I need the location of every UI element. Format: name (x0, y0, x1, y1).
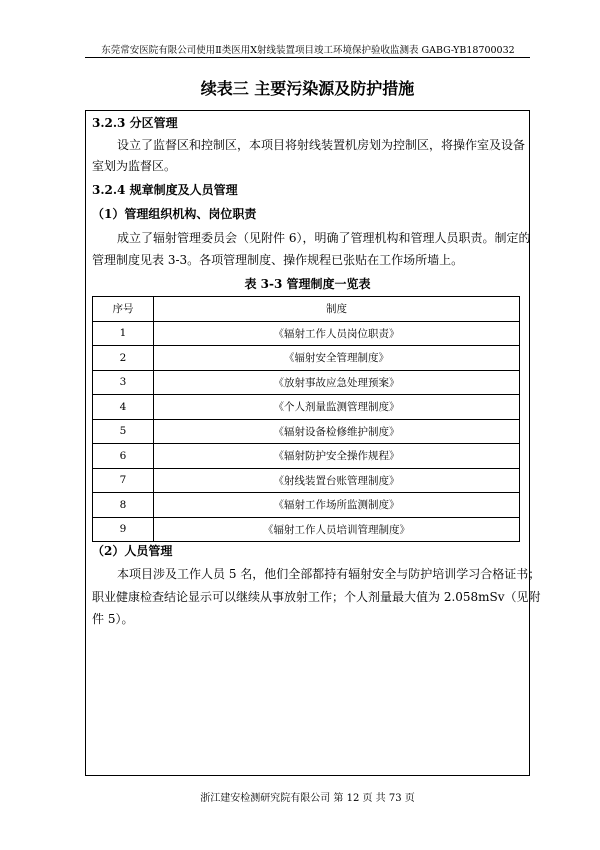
column-header-regulation: 制度 (154, 297, 520, 322)
subsection-1-heading: （1）管理组织机构、岗位职责 (92, 207, 257, 221)
regulation-name: 《辐射工作场所监测制度》 (154, 493, 520, 518)
regulation-name: 《辐射工作人员岗位职责》 (154, 321, 520, 346)
header-rule (85, 57, 530, 58)
subsection-2-heading: （2）人员管理 (92, 544, 173, 558)
regulation-name: 《辐射工作人员培训管理制度》 (154, 517, 520, 542)
table-row (93, 468, 520, 493)
row-number: 7 (93, 468, 154, 493)
row-number: 2 (93, 346, 154, 371)
section-3-2-3-heading: 3.2.3 分区管理 (92, 116, 178, 130)
section-3-2-4-heading: 3.2.4 规章制度及人员管理 (92, 183, 238, 197)
subsection-2-text-line-2: 职业健康检查结论显示可以继续从事放射工作；个人剂量最大值为 2.058mSv（见附 (92, 590, 541, 604)
subsection-2-text-line-1: 本项目涉及工作人员 5 名，他们全部都持有辐射安全与防护培训学习合格证书； (117, 567, 541, 581)
column-header-number: 序号 (93, 297, 154, 322)
regulation-name: 《放射事故应急处理预案》 (154, 370, 520, 395)
table-row (93, 370, 520, 395)
regulation-name: 《个人剂量监测管理制度》 (154, 395, 520, 420)
table-row (93, 493, 520, 518)
page-footer: 浙江建安检测研究院有限公司 第 12 页 共 73 页 (200, 793, 415, 804)
section-3-2-3-text-line-2: 室划为监督区。 (92, 159, 177, 173)
page-title: 续表三 主要污染源及防护措施 (200, 79, 415, 98)
subsection-1-text-line-2: 管理制度见表 3-3。各项管理制度、操作规程已张贴在工作场所墙上。 (92, 253, 464, 267)
row-number: 3 (93, 370, 154, 395)
subsection-1-text-line-1: 成立了辐射管理委员会（见附件 6），明确了管理机构和管理人员职责。制定的 (117, 231, 531, 245)
subsection-2-text-line-3: 件 5）。 (92, 612, 134, 626)
table-row (93, 444, 520, 469)
regulation-name: 《辐射设备检修维护制度》 (154, 419, 520, 444)
document-header: 东莞常安医院有限公司使用Ⅱ类医用X射线装置项目竣工环境保护验收监测表 GABG-YB18700032 (101, 45, 515, 56)
table-row (93, 517, 520, 542)
table-header-row (93, 297, 520, 322)
regulation-name: 《辐射安全管理制度》 (154, 346, 520, 371)
row-number: 1 (93, 321, 154, 346)
table-caption: 表 3-3 管理制度一览表 (244, 277, 371, 291)
table-row (93, 419, 520, 444)
row-number: 5 (93, 419, 154, 444)
section-3-2-3-text-line-1: 设立了监督区和控制区，本项目将射线装置机房划为控制区，将操作室及设备 (117, 138, 526, 152)
regulations-table (92, 296, 520, 542)
row-number: 9 (93, 517, 154, 542)
row-number: 6 (93, 444, 154, 469)
table-row (93, 346, 520, 371)
regulation-name: 《辐射防护安全操作规程》 (154, 444, 520, 469)
table-row (93, 321, 520, 346)
row-number: 4 (93, 395, 154, 420)
table-row (93, 395, 520, 420)
row-number: 8 (93, 493, 154, 518)
regulation-name: 《射线装置台账管理制度》 (154, 468, 520, 493)
